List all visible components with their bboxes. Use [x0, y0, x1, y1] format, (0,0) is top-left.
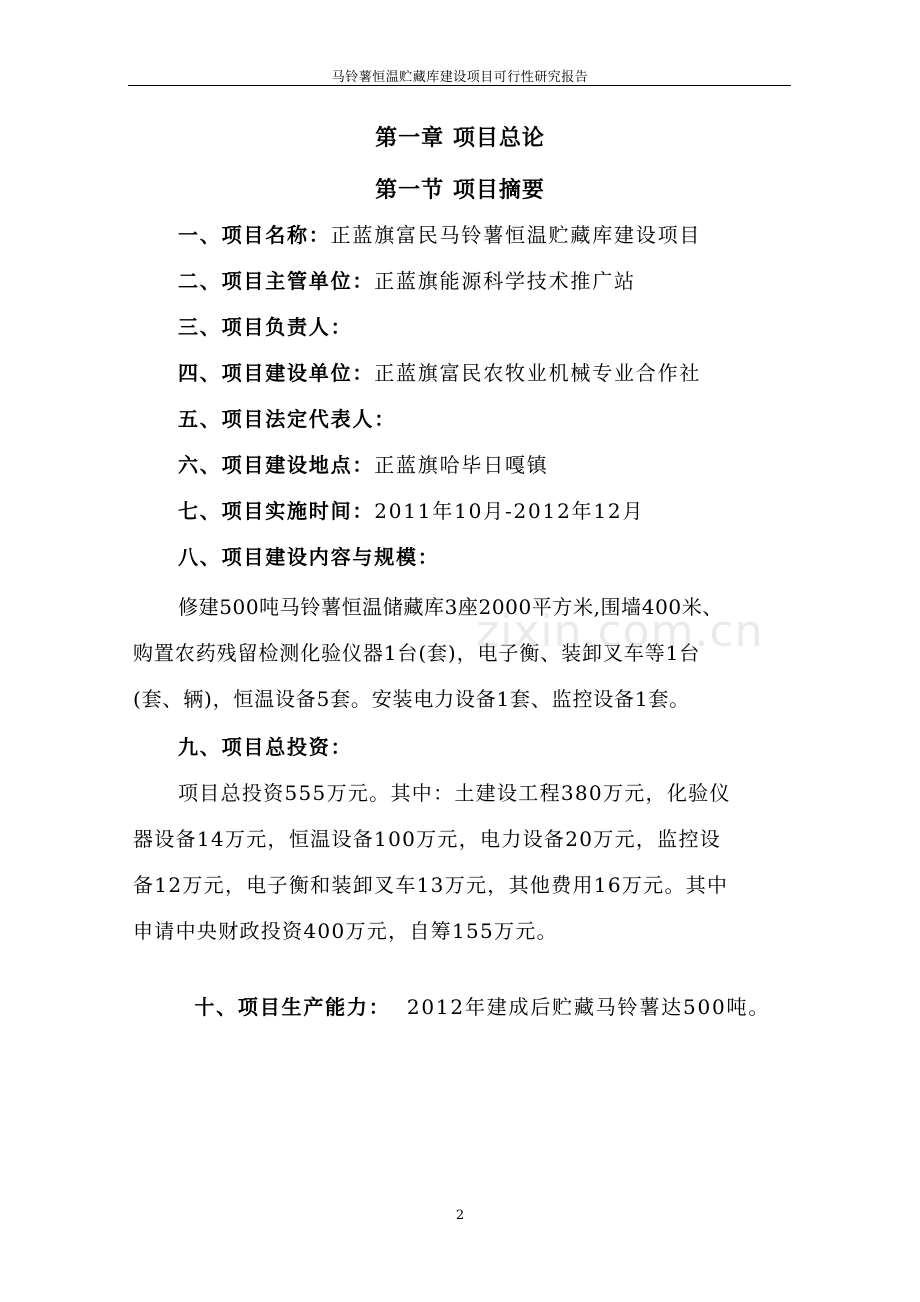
- item-value: 2011年10月-2012年12月: [374, 499, 645, 523]
- header-rule: [128, 85, 791, 86]
- item-timeframe: [178, 497, 644, 525]
- item-location: [178, 451, 549, 479]
- item-label: 七、项目实施时间：: [178, 499, 375, 523]
- item-value: 正蓝旗能源科学技术推广站: [374, 269, 636, 293]
- item-label: 九、项目总投资：: [178, 735, 353, 759]
- item-supervisor: [178, 267, 636, 295]
- item-scope: [178, 543, 440, 571]
- item-label: 一、项目名称：: [178, 223, 331, 247]
- item-investment: [178, 733, 352, 761]
- item-label: 四、项目建设单位：: [178, 361, 375, 385]
- watermark-logo: zixin.com.cn: [476, 606, 764, 657]
- item-value: 正蓝旗富民马铃薯恒温贮藏库建设项目: [330, 223, 702, 247]
- item-project-name: [178, 221, 701, 249]
- item-value: 正蓝旗富民农牧业机械专业合作社: [374, 361, 702, 385]
- investment-line-1: 项目总投资555万元。其中：土建设工程380万元，化验仪: [178, 781, 731, 805]
- item-label: 二、项目主管单位：: [178, 269, 375, 293]
- running-header: 马铃薯恒温贮藏库建设项目可行性研究报告: [331, 70, 589, 85]
- item-label: 五、项目法定代表人：: [178, 407, 396, 431]
- item-label: 十、项目生产能力：: [194, 995, 391, 1019]
- construction-line-1: 修建500吨马铃薯恒温储藏库3座2000平方米,围墙400米、: [178, 595, 723, 619]
- item-value: 2012年建成后贮藏马铃薯达500吨。: [390, 995, 771, 1019]
- chapter-title: 第一章 项目总论: [375, 126, 545, 151]
- page-number: 2: [455, 1208, 465, 1223]
- construction-line-3: (套、辆)，恒温设备5套。安装电力设备1套、监控设备1套。: [133, 687, 690, 711]
- item-capacity: [178, 965, 770, 1021]
- item-label: 八、项目建设内容与规模：: [178, 545, 440, 569]
- investment-line-2: 器设备14万元，恒温设备100万元，电力设备20万元，监控设: [133, 827, 722, 851]
- item-label: 三、项目负责人：: [178, 315, 353, 339]
- item-value: 正蓝旗哈毕日嘎镇: [374, 453, 549, 477]
- section-title: 第一节 项目摘要: [375, 178, 545, 203]
- item-responsible: [178, 313, 352, 341]
- item-legal-rep: [178, 405, 396, 433]
- item-label: 六、项目建设地点：: [178, 453, 375, 477]
- investment-line-3: 备12万元，电子衡和装卸叉车13万元，其他费用16万元。其中: [133, 873, 729, 897]
- item-builder: [178, 359, 701, 387]
- investment-line-4: 申请中央财政投资400万元，自筹155万元。: [133, 919, 558, 943]
- construction-line-2: 购置农药残留检测化验仪器1台(套)，电子衡、装卸叉车等1台: [133, 641, 701, 665]
